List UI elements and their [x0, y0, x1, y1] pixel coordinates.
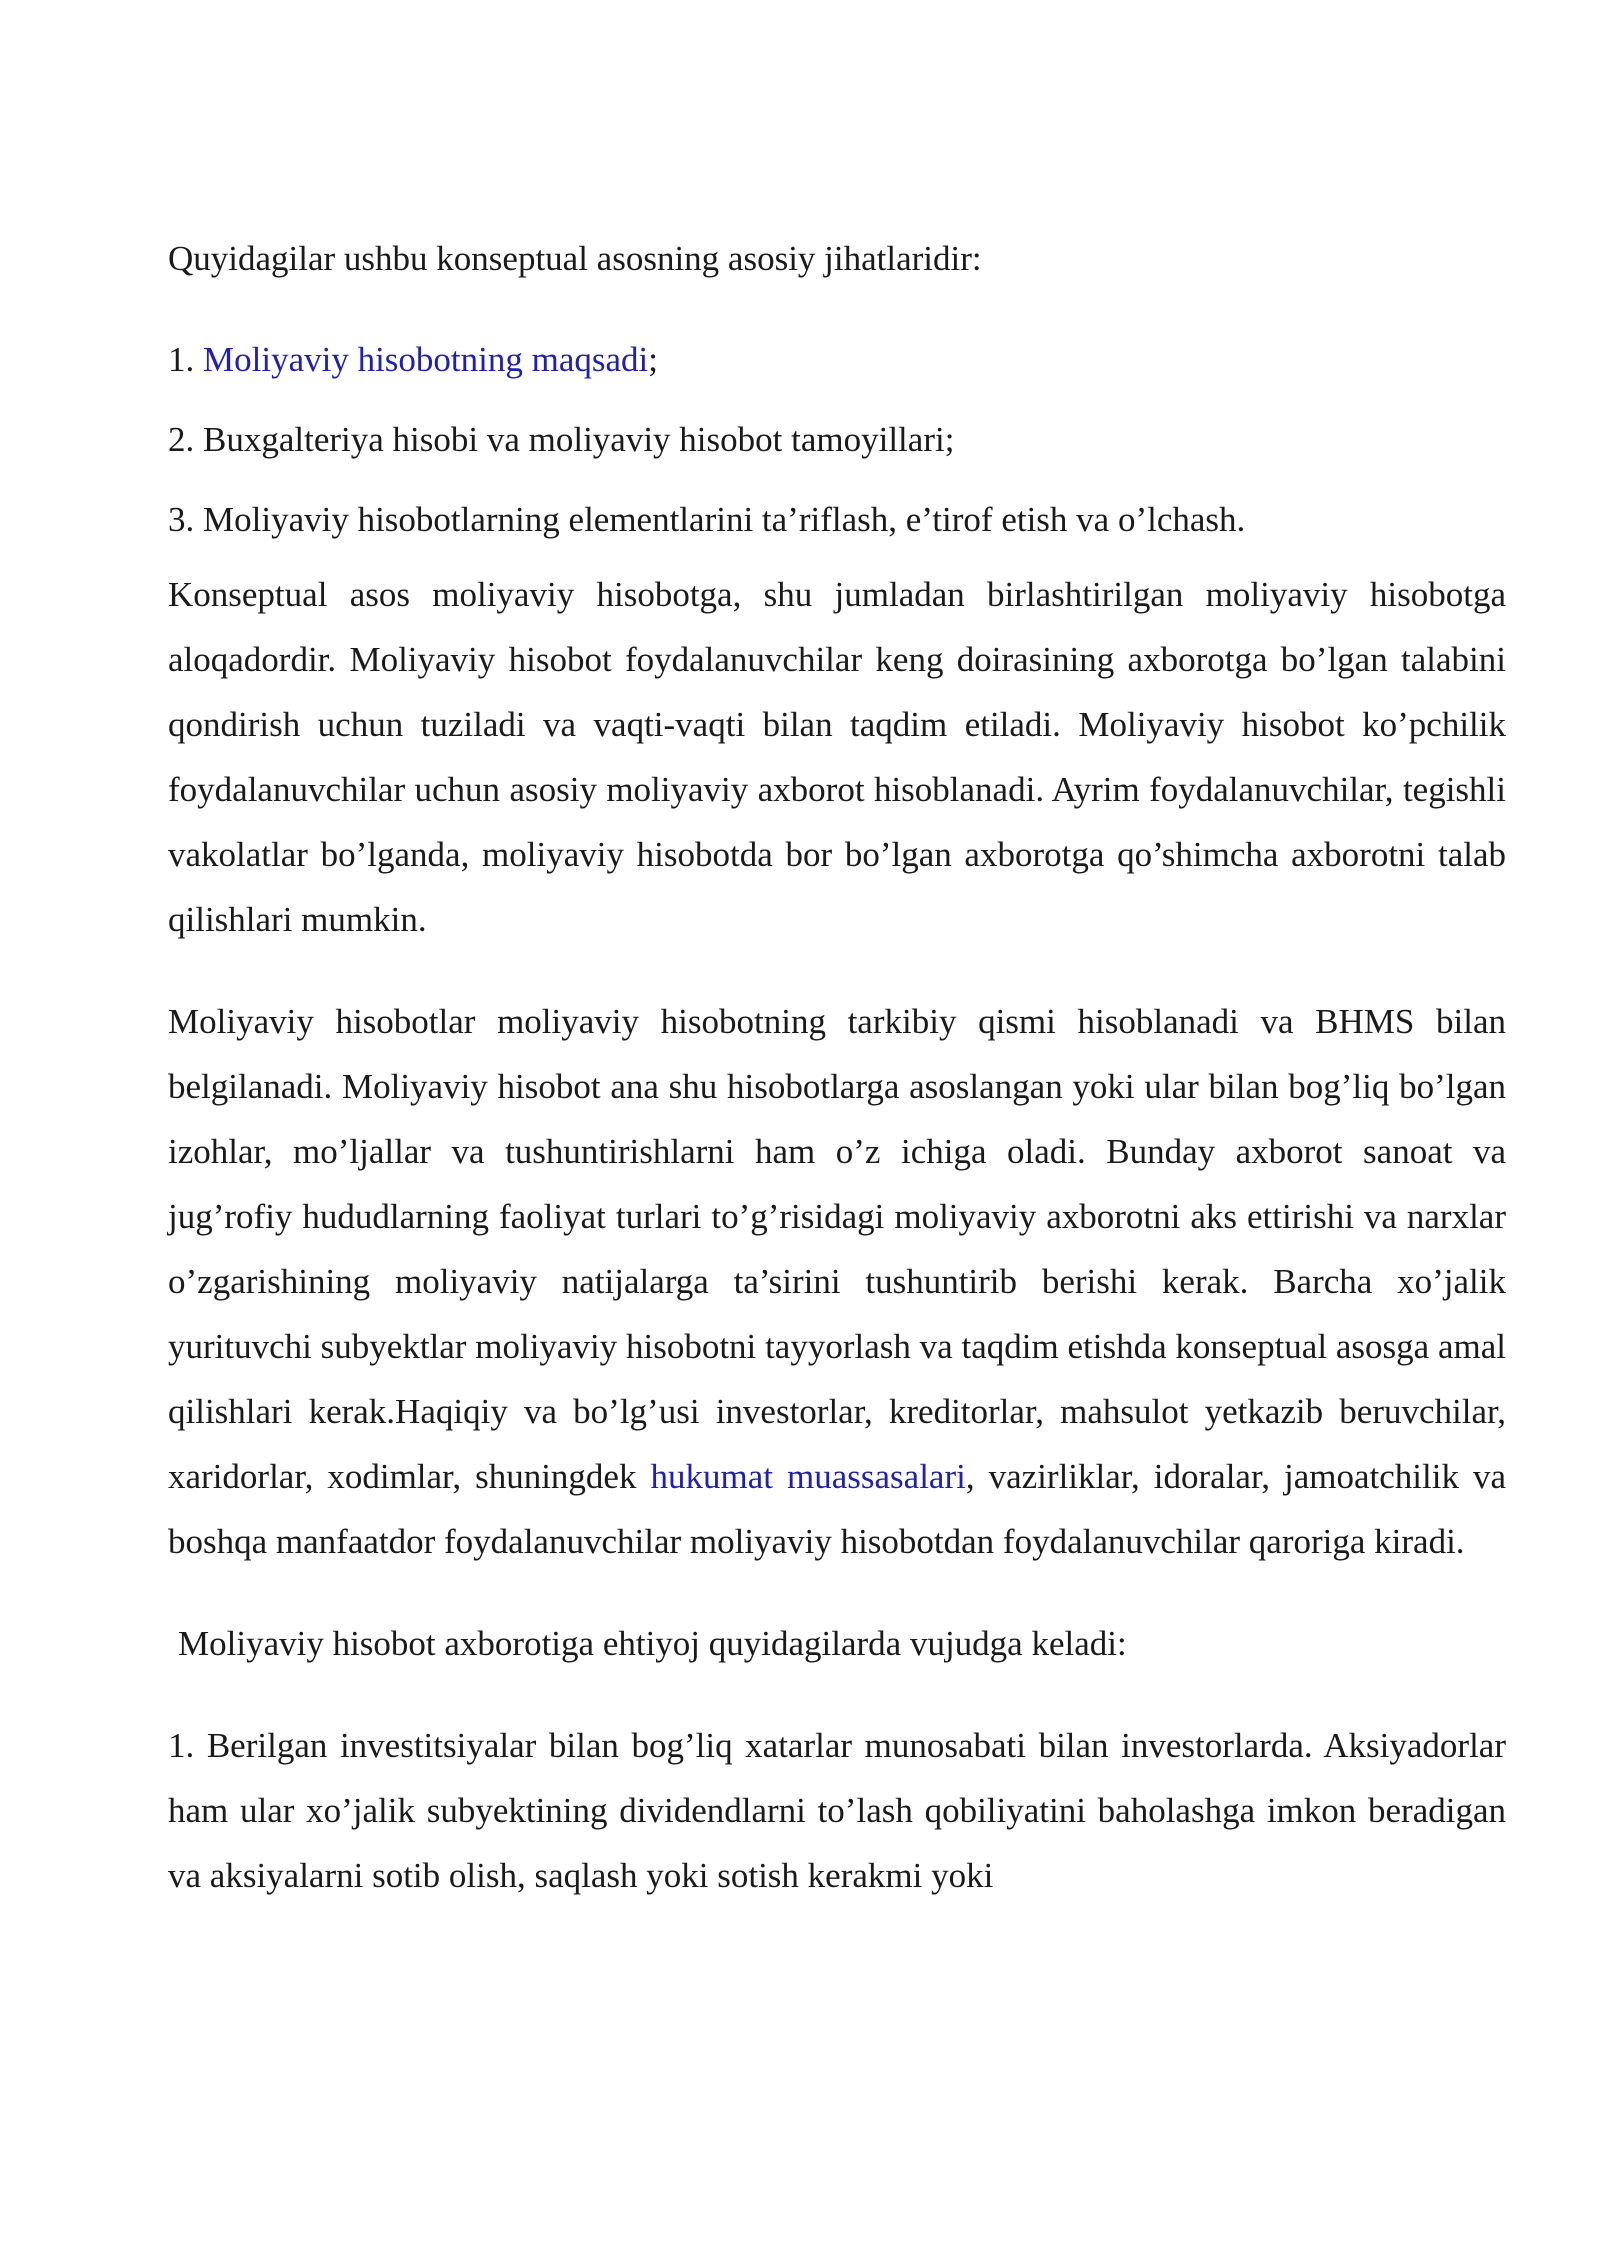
list-item-1: [168, 327, 1506, 392]
document-page: [168, 226, 1506, 1908]
needs-heading: Moliyaviy hisobot axborotiga ehtiyoj quyidagilarda vujudga keladi:: [178, 1624, 1127, 1663]
intro-text: Quyidagilar ushbu konseptual asosning asosiy jihatlaridir:: [168, 239, 982, 278]
list-item-1-number: 1.: [168, 340, 195, 379]
paragraph-financial-statements: [168, 989, 1506, 1574]
paragraph-2-text: Moliyaviy hisobotlar moliyaviy hisobotning tarkibiy qismi hisoblanadi va BHMS bilan belgilanadi. Moliyaviy hisobot ana shu hisobotlarga asoslangan yoki ular bilan bog’liq bo’lgan izohlar, mo’ljallar va tushuntirishlarni ham o’z ichiga oladi. Bunday axborot sanoat va jug’rofiy hududlarning faoliyat turlari to’g’risidagi moliyaviy axborotni aks ettirishi va narxlar o’zgarishining moliyaviy natijalarga ta’sirini tushuntirib berishi kerak. Barcha xo’jalik yurituvchi subyektlar moliyaviy hisobotni tayyorlash va taqdim etishda konseptual asosga amal qilishlari kerak.Haqiqiy va bo’lg’usi investorlar, kreditorlar, mahsulot yetkazib beruvchilar, xaridorlar, xodimlar, shuningdek: [168, 1002, 1506, 1496]
paragraph-2-text-end: , vazirliklar, idoralar, jamoatchilik va boshqa manfaatdor foydalanuvchilar moliyaviy hisobotdan foydalanuvchilar qaroriga kiradi.: [168, 1457, 1506, 1561]
list-item-3: 3. Moliyaviy hisobotlarning elementlarini ta’riflash, e’tirof etish va o’lchash.: [168, 500, 1246, 539]
paragraph-investors: 1. Berilgan investitsiyalar bilan bog’liq xatarlar munosabati bilan investorlarda. Aksiyadorlar ham ular xo’jalik subyektining dividendlarni to’lash qobiliyatini baholashga imkon beradigan va aksiyalarni sotib olish, saqlash yoki sotish kerakmi yoki: [168, 1726, 1506, 1895]
objective-link[interactable]: Moliyaviy hisobotning maqsadi: [203, 340, 649, 379]
list-item-1-suffix: ;: [648, 340, 658, 379]
paragraph-conceptual-basis: Konseptual asos moliyaviy hisobotga, shu jumladan birlashtirilgan moliyaviy hisobotga aloqadordir. Moliyaviy hisobot foydalanuvchilar keng doirasining axborotga bo’lgan talabini qondirish uchun tuziladi va vaqti-vaqti bilan taqdim etiladi. Moliyaviy hisobot ko’pchilik foydalanuvchilar uchun asosiy moliyaviy axborot hisoblanadi. Ayrim foydalanuvchilar, tegishli vakolatlar bo’lganda, moliyaviy hisobotda bor bo’lgan axborotga qo’shimcha axborotni talab qilishlari mumkin.: [168, 575, 1506, 939]
government-institutions-link[interactable]: hukumat muassasalari: [650, 1457, 966, 1496]
list-item-2: 2. Buxgalteriya hisobi va moliyaviy hisobot tamoyillari;: [168, 420, 955, 459]
